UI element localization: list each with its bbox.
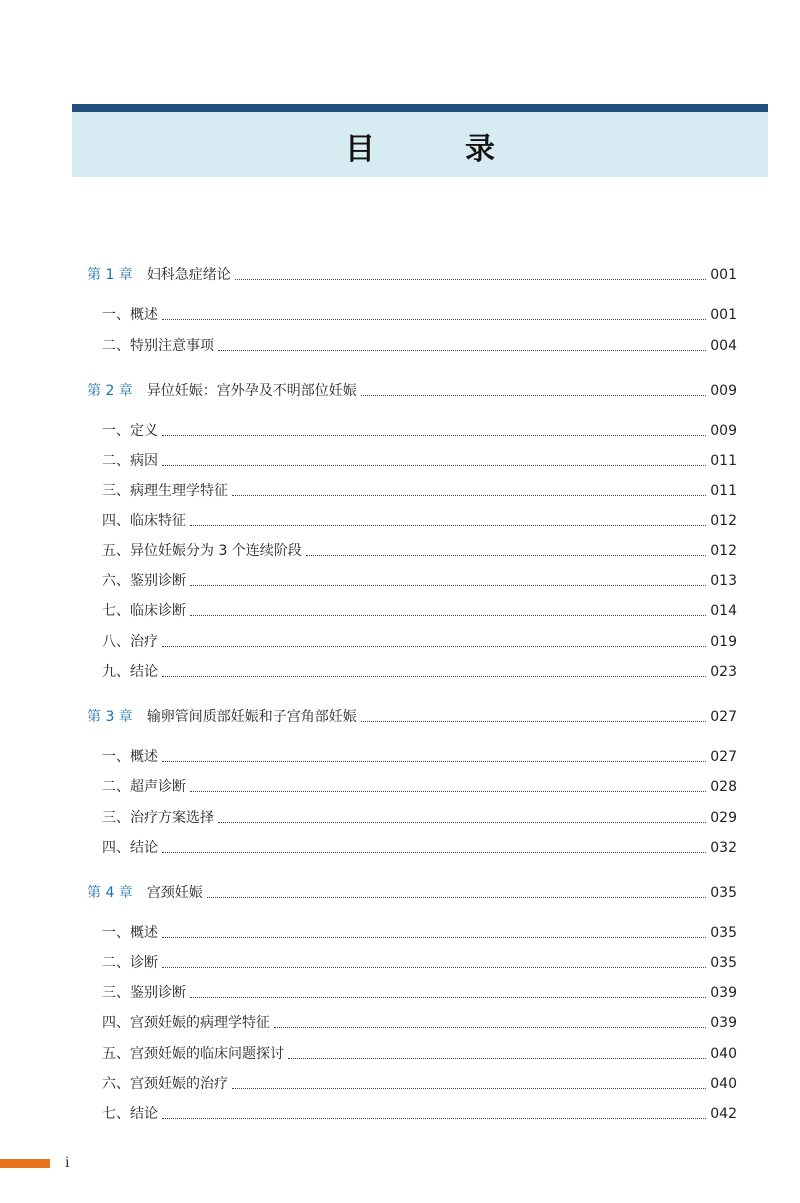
- toc-entry-text: 妇科急症绪论: [146, 267, 231, 283]
- toc-section-row: [87, 508, 737, 530]
- toc-chapter-row: [87, 262, 737, 284]
- toc-entry-label: [87, 306, 158, 324]
- dot-leader: [232, 494, 706, 496]
- dot-leader: [190, 524, 706, 526]
- dot-leader: [274, 1026, 706, 1028]
- toc-entry-text: 一、概述: [102, 307, 158, 323]
- toc-entry-label: [87, 452, 158, 470]
- toc-chapter-row: [87, 880, 737, 902]
- toc-entry-label: [87, 602, 186, 620]
- toc-entry-text: 七、结论: [102, 1106, 158, 1122]
- toc-page-number: 039: [710, 1015, 737, 1031]
- toc-entry-label: [87, 748, 158, 766]
- page-number: i: [65, 1155, 70, 1171]
- dot-leader: [361, 720, 706, 722]
- dot-leader: [361, 394, 706, 396]
- toc-page-number: 001: [710, 267, 737, 283]
- toc-entry-label: [87, 1075, 228, 1093]
- toc-page-number: 014: [710, 603, 737, 619]
- toc-entry-label: [87, 954, 158, 972]
- toc-section-row: [87, 980, 737, 1002]
- toc-page-number: 027: [710, 709, 737, 725]
- toc-page-number: 039: [710, 985, 737, 1001]
- toc-entry-text: 三、治疗方案选择: [102, 810, 214, 826]
- toc-entry-text: 输卵管间质部妊娠和子宫角部妊娠: [146, 709, 357, 725]
- toc-section-row: [87, 805, 737, 827]
- toc-entry-text: 五、异位妊娠分为 3 个连续阶段: [102, 543, 302, 559]
- dot-leader: [162, 966, 706, 968]
- toc-chapter-row: [87, 378, 737, 400]
- toc-entry-text: 九、结论: [102, 664, 158, 680]
- toc-entry-label: [87, 572, 186, 590]
- toc-entry-text: 宫颈妊娠: [146, 885, 203, 901]
- toc-entry-text: 六、宫颈妊娠的治疗: [102, 1076, 228, 1092]
- dot-leader: [218, 349, 706, 351]
- toc-entry-label: [87, 542, 302, 560]
- toc-section-row: [87, 538, 737, 560]
- toc-entry-text: 三、病理生理学特征: [102, 483, 228, 499]
- title-top-bar: [72, 104, 768, 112]
- toc-entry-label: [87, 984, 186, 1002]
- dot-leader: [207, 896, 706, 898]
- toc-entry-text: 二、诊断: [102, 955, 158, 971]
- toc-entry-label: [87, 708, 357, 726]
- toc-entry-text: 四、临床特征: [102, 513, 186, 529]
- chapter-number: 第 1 章: [87, 267, 133, 283]
- toc-page-number: 029: [710, 810, 737, 826]
- toc-section-row: [87, 950, 737, 972]
- dot-leader: [190, 614, 706, 616]
- dot-leader: [162, 318, 706, 320]
- toc-section-row: [87, 568, 737, 590]
- toc-entry-text: 二、特别注意事项: [102, 338, 214, 354]
- toc-section-row: [87, 333, 737, 355]
- toc-page-number: 023: [710, 664, 737, 680]
- dot-leader: [162, 851, 706, 853]
- footer-accent-bar: [0, 1159, 50, 1168]
- toc-page-number: 011: [710, 483, 737, 499]
- toc-page-number: 012: [710, 543, 737, 559]
- dot-leader: [162, 675, 706, 677]
- toc-entry-text: 六、鉴别诊断: [102, 573, 186, 589]
- dot-leader: [306, 554, 706, 556]
- dot-leader: [162, 645, 706, 647]
- toc-page-number: 035: [710, 955, 737, 971]
- toc-entry-label: [87, 809, 214, 827]
- toc-section-row: [87, 1010, 737, 1032]
- toc-section-row: [87, 629, 737, 651]
- toc-entry-label: [87, 778, 186, 796]
- toc-section-row: [87, 598, 737, 620]
- toc-entry-text: 三、鉴别诊断: [102, 985, 186, 1001]
- toc-section-row: [87, 1041, 737, 1063]
- toc-page-number: 035: [710, 925, 737, 941]
- toc-page-number: 001: [710, 307, 737, 323]
- toc-section-row: [87, 418, 737, 440]
- toc-page-number: 004: [710, 338, 737, 354]
- toc-entry-text: 异位妊娠：宫外孕及不明部位妊娠: [146, 383, 357, 399]
- toc-page-number: 035: [710, 885, 737, 901]
- chapter-number: 第 2 章: [87, 383, 133, 399]
- toc-entry-label: [87, 924, 158, 942]
- toc-entry-label: [87, 839, 158, 857]
- toc-section-row: [87, 835, 737, 857]
- toc-entry-label: [87, 884, 203, 902]
- chapter-number: 第 3 章: [87, 709, 133, 725]
- toc-page-number: 027: [710, 749, 737, 765]
- toc-page-number: 042: [710, 1106, 737, 1122]
- toc-entry-text: 八、治疗: [102, 634, 158, 650]
- dot-leader: [162, 434, 706, 436]
- toc-entry-text: 四、结论: [102, 840, 158, 856]
- dot-leader: [190, 996, 706, 998]
- toc-entry-text: 七、临床诊断: [102, 603, 186, 619]
- toc-page-number: 028: [710, 779, 737, 795]
- dot-leader: [162, 1117, 706, 1119]
- chapter-number: 第 4 章: [87, 885, 133, 901]
- toc-section-row: [87, 1071, 737, 1093]
- toc-entry-text: 二、病因: [102, 453, 158, 469]
- toc-page-number: 040: [710, 1046, 737, 1062]
- dot-leader: [162, 760, 706, 762]
- toc-section-row: [87, 1101, 737, 1123]
- toc-entry-text: 一、概述: [102, 925, 158, 941]
- toc-section-row: [87, 744, 737, 766]
- toc-entry-label: [87, 482, 228, 500]
- toc-page-number: 009: [710, 383, 737, 399]
- toc-entry-label: [87, 337, 214, 355]
- toc-section-row: [87, 478, 737, 500]
- dot-leader: [162, 464, 706, 466]
- toc-section-row: [87, 302, 737, 324]
- toc-page-number: 040: [710, 1076, 737, 1092]
- toc-entry-label: [87, 266, 231, 284]
- toc-entry-label: [87, 633, 158, 651]
- dot-leader: [190, 790, 706, 792]
- toc-section-row: [87, 774, 737, 796]
- toc-section-row: [87, 920, 737, 942]
- toc-entry-label: [87, 1014, 270, 1032]
- toc-chapter-row: [87, 704, 737, 726]
- dot-leader: [235, 278, 706, 280]
- toc-entry-label: [87, 1045, 284, 1063]
- toc-page-number: 011: [710, 453, 737, 469]
- toc-entry-label: [87, 512, 186, 530]
- toc-section-row: [87, 448, 737, 470]
- toc-entry-text: 一、定义: [102, 423, 158, 439]
- dot-leader: [232, 1087, 706, 1089]
- toc-page-number: 032: [710, 840, 737, 856]
- page-title: 目 录: [345, 132, 525, 167]
- toc-entry-text: 五、宫颈妊娠的临床问题探讨: [102, 1046, 284, 1062]
- toc-page-number: 012: [710, 513, 737, 529]
- dot-leader: [288, 1057, 706, 1059]
- dot-leader: [218, 821, 706, 823]
- toc-page-number: 013: [710, 573, 737, 589]
- toc-entry-text: 二、超声诊断: [102, 779, 186, 795]
- dot-leader: [162, 936, 706, 938]
- toc-entry-text: 一、概述: [102, 749, 158, 765]
- toc-entry-label: [87, 422, 158, 440]
- toc-entry-text: 四、宫颈妊娠的病理学特征: [102, 1015, 270, 1031]
- title-band: [72, 104, 768, 177]
- dot-leader: [190, 584, 706, 586]
- toc-page-number: 019: [710, 634, 737, 650]
- toc-entry-label: [87, 1105, 158, 1123]
- toc-section-row: [87, 659, 737, 681]
- toc-entry-label: [87, 663, 158, 681]
- toc-page-number: 009: [710, 423, 737, 439]
- toc-entry-label: [87, 382, 357, 400]
